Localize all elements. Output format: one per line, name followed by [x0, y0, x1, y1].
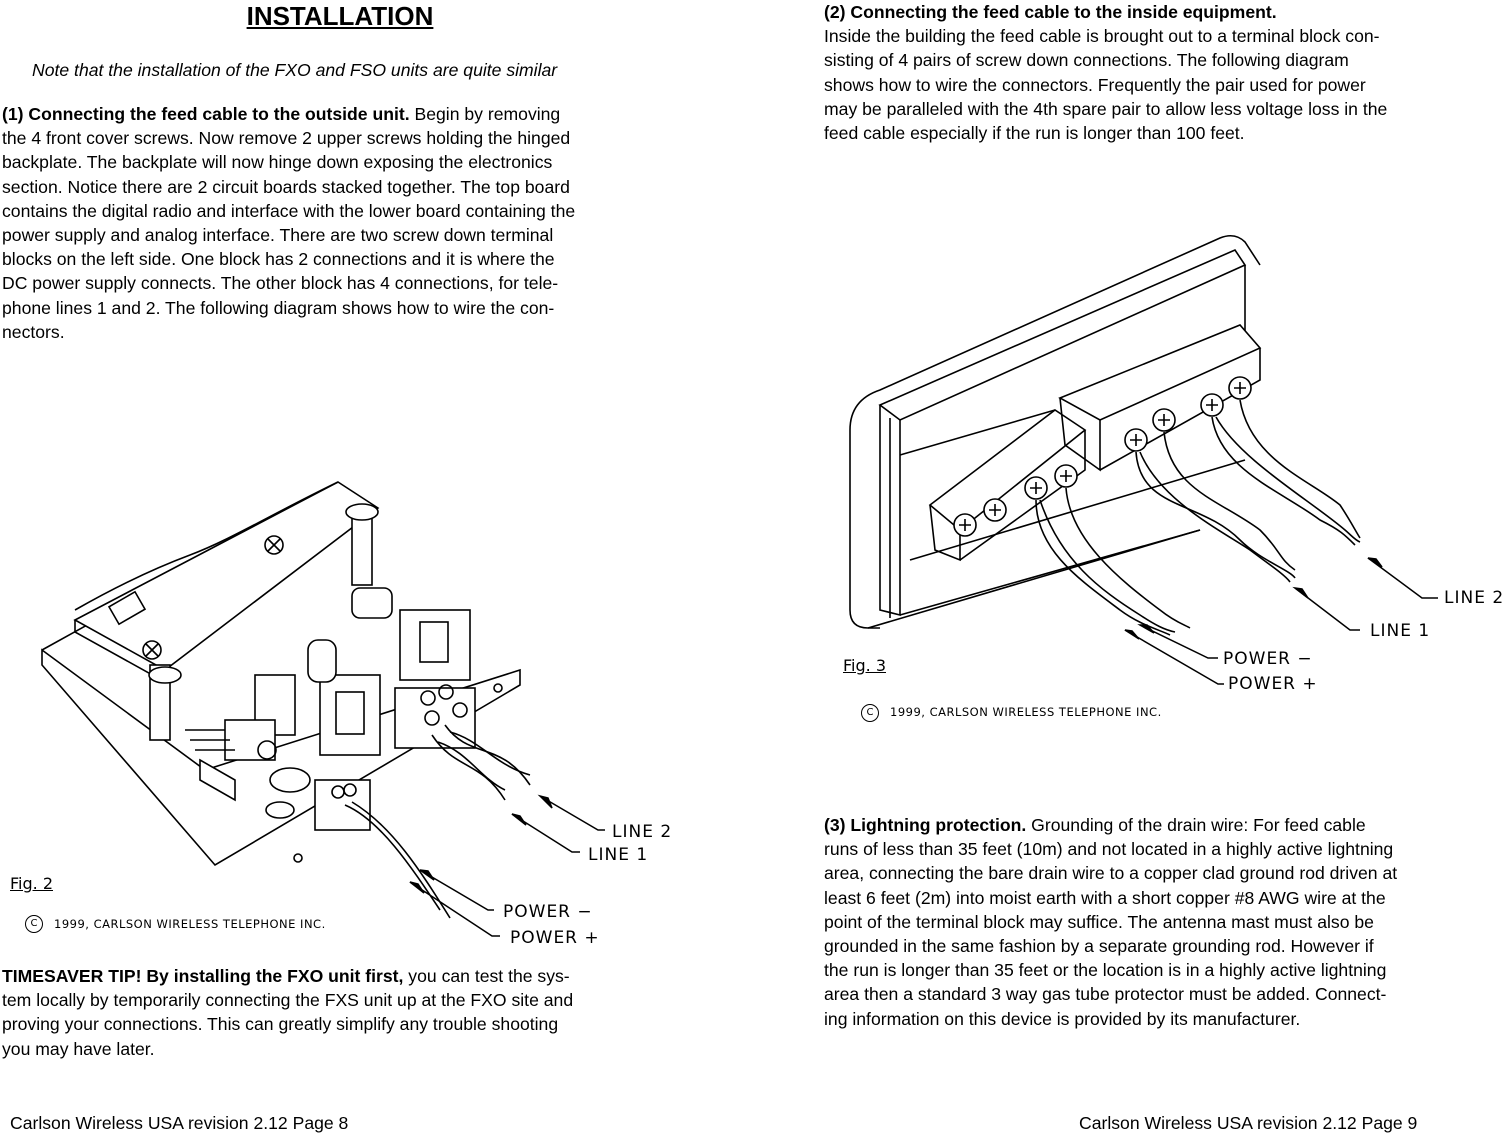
section-3-line: least 6 feet (2m) into moist earth with a short copper #8 AWG wire at the: [824, 887, 1386, 908]
section-1-line: backplate. The backplate will now hinge down exposing the electronics: [2, 152, 553, 173]
copyright-icon: C: [25, 915, 43, 933]
fig3-line-2-label: LINE 2: [1444, 588, 1505, 608]
section-3-line: area, connecting the bare drain wire to a copper clad ground rod driven at: [824, 863, 1398, 884]
section-3-line: runs of less than 35 feet (10m) and not located in a highly active lightning: [824, 839, 1394, 860]
section-3-paragraph: [824, 813, 1504, 1031]
timesaver-tip: [2, 964, 686, 1061]
section-2-line: shows how to wire the connectors. Frequently the pair used for power: [824, 74, 1366, 95]
section-1-line: phone lines 1 and 2. The following diagram shows how to wire the con-: [2, 297, 555, 318]
section-3-line: the run is longer than 35 feet or the location is in a highly active lightning: [824, 960, 1387, 981]
section-1-line: Begin by removing: [409, 104, 561, 124]
section-1-heading: (1) Connecting the feed cable to the outside unit.: [2, 104, 410, 124]
section-1-line: section. Notice there are 2 circuit boards stacked together. The top board: [2, 176, 570, 197]
section-1-paragraph: [2, 102, 686, 344]
right-page-footer: Carlson Wireless USA revision 2.12 Page 9: [1079, 1113, 1418, 1133]
tip-heading: TIMESAVER TIP! By installing the FXO unit first,: [2, 966, 404, 986]
copyright-icon: C: [861, 704, 879, 722]
section-1-line: contains the digital radio and interface with the lower board containing the: [2, 200, 576, 221]
section-2-line: may be paralleled with the 4th spare pair to allow less voltage loss in the: [824, 98, 1388, 119]
figure-3-label: Fig. 3: [843, 656, 886, 675]
section-2-paragraph: [824, 0, 1504, 145]
fig3-power-minus-label: POWER −: [1223, 649, 1313, 669]
section-1-line: the 4 front cover screws. Now remove 2 upper screws holding the hinged: [2, 128, 571, 149]
left-page-footer: Carlson Wireless USA revision 2.12 Page 8: [10, 1113, 349, 1133]
page-title: INSTALLATION: [246, 1, 434, 31]
section-3-heading: (3) Lightning protection.: [824, 815, 1027, 835]
figure-3-callouts: [840, 550, 1512, 690]
section-3-line: area then a standard 3 way gas tube protector must be added. Connect-: [824, 984, 1387, 1005]
tip-line: you can test the sys-: [403, 966, 570, 986]
figure-2-label: Fig. 2: [10, 874, 53, 893]
installation-note: Note that the installation of the FXO and FSO units are quite similar: [32, 60, 558, 80]
fig3-power-plus-label: POWER +: [1228, 674, 1318, 694]
section-1-line: power supply and analog interface. There are two screw down terminal: [2, 225, 554, 246]
figure-2-copyright: 1999, CARLSON WIRELESS TELEPHONE INC.: [54, 917, 326, 931]
tip-line: tem locally by temporarily connecting the FXS unit up at the FXO site and: [2, 990, 574, 1011]
section-3-line: grounded in the same fashion by a separate grounding rod. However if: [824, 936, 1374, 957]
fig2-line-2-label: LINE 2: [612, 822, 673, 842]
section-3-line: point of the terminal block may suffice. The antenna mast must also be: [824, 911, 1374, 932]
tip-line: proving your connections. This can greatly simplify any trouble shooting: [2, 1014, 559, 1035]
section-3-line: Grounding of the drain wire: For feed cable: [1026, 815, 1366, 835]
section-1-line: nectors.: [2, 321, 65, 342]
section-2-line: feed cable especially if the run is longer than 100 feet.: [824, 123, 1245, 144]
section-2-line: Inside the building the feed cable is brought out to a terminal block con-: [824, 26, 1380, 47]
fig3-line-1-label: LINE 1: [1370, 621, 1431, 641]
fig2-power-plus-label: POWER +: [510, 928, 600, 948]
fig2-line-1-label: LINE 1: [588, 845, 649, 865]
section-1-line: blocks on the left side. One block has 2 connections and it is where the: [2, 249, 555, 270]
fig2-power-minus-label: POWER −: [503, 902, 593, 922]
section-2-heading: (2) Connecting the feed cable to the inside equipment.: [824, 2, 1277, 22]
power-plus-arrow: [1125, 630, 1224, 684]
figure-3-copyright: 1999, CARLSON WIRELESS TELEPHONE INC.: [890, 705, 1162, 719]
section-1-line: DC power supply connects. The other block has 4 connections, for tele-: [2, 273, 559, 294]
tip-line: you may have later.: [2, 1038, 155, 1059]
section-3-line: ing information on this device is provided by its manufacturer.: [824, 1008, 1301, 1029]
section-2-line: sisting of 4 pairs of screw down connections. The following diagram: [824, 50, 1349, 71]
